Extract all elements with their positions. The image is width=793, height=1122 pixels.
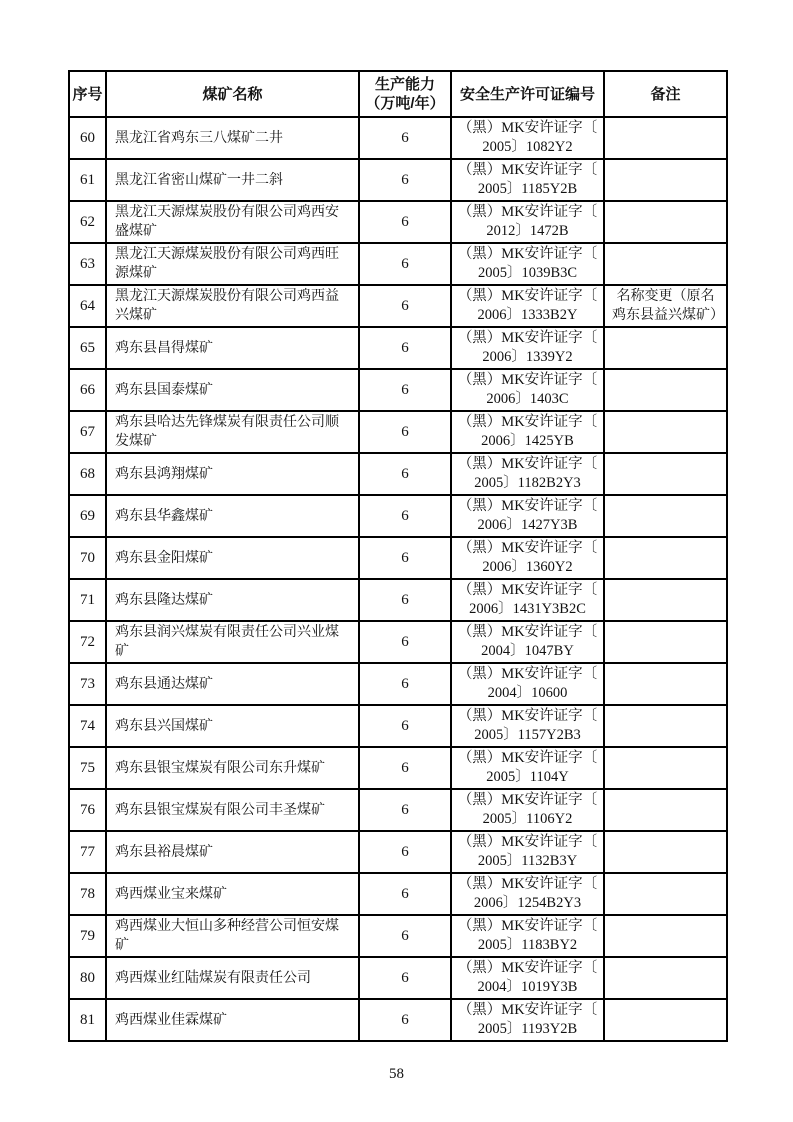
serial-cell: 62 — [69, 201, 106, 243]
license-line2: 2005〕1157Y2B3 — [474, 727, 581, 743]
mine-name-cell: 鸡东县金阳煤矿 — [106, 537, 359, 579]
remark-cell — [604, 201, 727, 243]
mine-name-cell: 鸡东县润兴煤炭有限责任公司兴业煤矿 — [106, 621, 359, 663]
table-row — [69, 873, 727, 915]
license-line1: （黑）MK安许证字〔 — [457, 120, 598, 136]
license-line1: （黑）MK安许证字〔 — [457, 414, 598, 430]
remark-cell — [604, 915, 727, 957]
mine-name-cell: 黑龙江天源煤炭股份有限公司鸡西安盛煤矿 — [106, 201, 359, 243]
license-line1: （黑）MK安许证字〔 — [457, 792, 598, 808]
mine-name-cell: 鸡东县华鑫煤矿 — [106, 495, 359, 537]
license-line1: （黑）MK安许证字〔 — [457, 708, 598, 724]
remark-cell — [604, 957, 727, 999]
license-cell — [451, 747, 604, 789]
capacity-cell: 6 — [359, 537, 451, 579]
table-row — [69, 915, 727, 957]
serial-cell: 60 — [69, 117, 106, 159]
remark-cell — [604, 159, 727, 201]
remark-cell — [604, 537, 727, 579]
serial-cell: 67 — [69, 411, 106, 453]
license-line2: 2005〕1193Y2B — [477, 1021, 578, 1037]
capacity-cell: 6 — [359, 285, 451, 327]
table-row — [69, 747, 727, 789]
license-cell — [451, 873, 604, 915]
serial-cell: 73 — [69, 663, 106, 705]
remark-cell: 名称变更（原名鸡东县益兴煤矿） — [604, 285, 727, 327]
remark-cell — [604, 873, 727, 915]
license-line2: 2006〕1427Y3B — [477, 517, 578, 533]
serial-cell: 74 — [69, 705, 106, 747]
remark-cell — [604, 369, 727, 411]
serial-cell: 64 — [69, 285, 106, 327]
capacity-cell: 6 — [359, 117, 451, 159]
license-line2: 2006〕1360Y2 — [482, 559, 573, 575]
capacity-cell: 6 — [359, 327, 451, 369]
capacity-cell: 6 — [359, 957, 451, 999]
license-line1: （黑）MK安许证字〔 — [457, 1002, 598, 1018]
capacity-header-line2: （万吨/年） — [365, 95, 445, 112]
serial-cell: 70 — [69, 537, 106, 579]
remark-cell — [604, 453, 727, 495]
table-row — [69, 117, 727, 159]
license-line2: 2005〕1132B3Y — [477, 853, 578, 869]
license-line2: 2005〕1185Y2B — [477, 181, 578, 197]
mine-name-cell: 鸡东县通达煤矿 — [106, 663, 359, 705]
column-header-mine-name: 煤矿名称 — [106, 71, 359, 117]
table-row — [69, 579, 727, 621]
license-line1: （黑）MK安许证字〔 — [457, 372, 598, 388]
table-row — [69, 411, 727, 453]
license-line2: 2004〕1019Y3B — [477, 979, 578, 995]
license-line2: 2006〕1431Y3B2C — [469, 601, 586, 617]
capacity-header-line1: 生产能力 — [374, 76, 435, 93]
remark-cell — [604, 243, 727, 285]
serial-cell: 63 — [69, 243, 106, 285]
capacity-cell: 6 — [359, 579, 451, 621]
remark-cell — [604, 999, 727, 1041]
serial-cell: 75 — [69, 747, 106, 789]
capacity-cell: 6 — [359, 915, 451, 957]
capacity-cell: 6 — [359, 705, 451, 747]
license-cell — [451, 201, 604, 243]
coal-mine-table — [68, 70, 728, 1042]
license-cell — [451, 159, 604, 201]
license-cell — [451, 621, 604, 663]
remark-cell — [604, 621, 727, 663]
remark-cell — [604, 117, 727, 159]
license-line1: （黑）MK安许证字〔 — [457, 582, 598, 598]
license-cell — [451, 495, 604, 537]
remark-cell — [604, 495, 727, 537]
mine-name-cell: 鸡东县兴国煤矿 — [106, 705, 359, 747]
remark-cell — [604, 747, 727, 789]
capacity-cell: 6 — [359, 621, 451, 663]
serial-cell: 81 — [69, 999, 106, 1041]
capacity-cell: 6 — [359, 159, 451, 201]
license-cell — [451, 243, 604, 285]
license-line2: 2004〕10600 — [487, 685, 568, 701]
license-line1: （黑）MK安许证字〔 — [457, 540, 598, 556]
license-line2: 2012〕1472B — [486, 223, 569, 239]
page-number: 58 — [389, 1066, 404, 1082]
capacity-cell: 6 — [359, 201, 451, 243]
mine-name-cell: 鸡东县银宝煤炭有限公司丰圣煤矿 — [106, 789, 359, 831]
capacity-cell: 6 — [359, 789, 451, 831]
license-cell — [451, 327, 604, 369]
license-line2: 2006〕1425YB — [481, 433, 574, 449]
license-line2: 2006〕1339Y2 — [482, 349, 573, 365]
serial-cell: 80 — [69, 957, 106, 999]
mine-name-cell: 鸡东县裕晨煤矿 — [106, 831, 359, 873]
license-line1: （黑）MK安许证字〔 — [457, 246, 598, 262]
mine-name-cell: 鸡西煤业宝来煤矿 — [106, 873, 359, 915]
license-line2: 2006〕1254B2Y3 — [473, 895, 582, 911]
table-row — [69, 537, 727, 579]
mine-name-cell: 鸡西煤业大恒山多种经营公司恒安煤矿 — [106, 915, 359, 957]
table-row — [69, 285, 727, 327]
license-line2: 2005〕1039B3C — [477, 265, 578, 281]
capacity-cell: 6 — [359, 495, 451, 537]
license-cell — [451, 411, 604, 453]
serial-cell: 65 — [69, 327, 106, 369]
license-cell — [451, 285, 604, 327]
mine-name-cell: 黑龙江省鸡东三八煤矿二井 — [106, 117, 359, 159]
table-body — [69, 117, 727, 1041]
remark-cell — [604, 579, 727, 621]
license-line1: （黑）MK安许证字〔 — [457, 750, 598, 766]
remark-cell — [604, 789, 727, 831]
license-line2: 2005〕1183BY2 — [477, 937, 578, 953]
column-header-capacity — [359, 71, 451, 117]
mine-name-cell: 黑龙江省密山煤矿一井二斜 — [106, 159, 359, 201]
license-line2: 2005〕1182B2Y3 — [474, 475, 581, 491]
serial-cell: 77 — [69, 831, 106, 873]
mine-name-cell: 鸡东县隆达煤矿 — [106, 579, 359, 621]
serial-cell: 78 — [69, 873, 106, 915]
table-row — [69, 243, 727, 285]
table-row — [69, 201, 727, 243]
license-line1: （黑）MK安许证字〔 — [457, 498, 598, 514]
license-line2: 2005〕1104Y — [486, 769, 569, 785]
serial-cell: 69 — [69, 495, 106, 537]
license-cell — [451, 999, 604, 1041]
license-cell — [451, 957, 604, 999]
license-cell — [451, 663, 604, 705]
license-line1: （黑）MK安许证字〔 — [457, 288, 598, 304]
table-row — [69, 705, 727, 747]
capacity-cell: 6 — [359, 873, 451, 915]
license-line1: （黑）MK安许证字〔 — [457, 960, 598, 976]
license-cell — [451, 537, 604, 579]
table-row — [69, 957, 727, 999]
license-line2: 2006〕1403C — [486, 391, 569, 407]
license-line1: （黑）MK安许证字〔 — [457, 330, 598, 346]
license-line2: 2006〕1333B2Y — [477, 307, 578, 323]
capacity-cell: 6 — [359, 663, 451, 705]
license-line1: （黑）MK安许证字〔 — [457, 456, 598, 472]
serial-cell: 66 — [69, 369, 106, 411]
table-row — [69, 999, 727, 1041]
license-cell — [451, 831, 604, 873]
mine-name-cell: 鸡东县银宝煤炭有限公司东升煤矿 — [106, 747, 359, 789]
table-row — [69, 789, 727, 831]
mine-name-cell: 鸡西煤业佳霖煤矿 — [106, 999, 359, 1041]
license-line1: （黑）MK安许证字〔 — [457, 876, 598, 892]
license-cell — [451, 117, 604, 159]
license-cell — [451, 789, 604, 831]
table-header — [69, 71, 727, 117]
serial-cell: 76 — [69, 789, 106, 831]
serial-cell: 72 — [69, 621, 106, 663]
capacity-cell: 6 — [359, 831, 451, 873]
license-line2: 2005〕1106Y2 — [482, 811, 573, 827]
remark-cell — [604, 705, 727, 747]
mine-name-cell: 黑龙江天源煤炭股份有限公司鸡西益兴煤矿 — [106, 285, 359, 327]
column-header-remark: 备注 — [604, 71, 727, 117]
license-line2: 2005〕1082Y2 — [482, 139, 573, 155]
mine-name-cell: 鸡东县鸿翔煤矿 — [106, 453, 359, 495]
table-row — [69, 159, 727, 201]
license-line1: （黑）MK安许证字〔 — [457, 624, 598, 640]
mine-name-cell: 鸡东县哈达先锋煤炭有限责任公司顺发煤矿 — [106, 411, 359, 453]
mine-name-cell: 鸡东县昌得煤矿 — [106, 327, 359, 369]
capacity-cell: 6 — [359, 243, 451, 285]
license-cell — [451, 453, 604, 495]
table-row — [69, 831, 727, 873]
serial-cell: 61 — [69, 159, 106, 201]
header-row — [69, 71, 727, 117]
license-line1: （黑）MK安许证字〔 — [457, 162, 598, 178]
serial-cell: 79 — [69, 915, 106, 957]
serial-cell: 71 — [69, 579, 106, 621]
license-cell — [451, 915, 604, 957]
table-row — [69, 663, 727, 705]
table-row — [69, 327, 727, 369]
capacity-cell: 6 — [359, 411, 451, 453]
license-line1: （黑）MK安许证字〔 — [457, 666, 598, 682]
mine-name-cell: 黑龙江天源煤炭股份有限公司鸡西旺源煤矿 — [106, 243, 359, 285]
remark-cell — [604, 327, 727, 369]
capacity-cell: 6 — [359, 999, 451, 1041]
capacity-cell: 6 — [359, 369, 451, 411]
license-line1: （黑）MK安许证字〔 — [457, 834, 598, 850]
capacity-cell: 6 — [359, 747, 451, 789]
table-row — [69, 369, 727, 411]
license-cell — [451, 579, 604, 621]
mine-name-cell: 鸡西煤业红陆煤炭有限责任公司 — [106, 957, 359, 999]
serial-cell: 68 — [69, 453, 106, 495]
license-line1: （黑）MK安许证字〔 — [457, 204, 598, 220]
license-line2: 2004〕1047BY — [481, 643, 574, 659]
table-row — [69, 453, 727, 495]
license-cell — [451, 369, 604, 411]
remark-cell — [604, 663, 727, 705]
remark-cell — [604, 831, 727, 873]
capacity-cell: 6 — [359, 453, 451, 495]
table-row — [69, 495, 727, 537]
column-header-license: 安全生产许可证编号 — [451, 71, 604, 117]
mine-name-cell: 鸡东县国泰煤矿 — [106, 369, 359, 411]
column-header-serial: 序号 — [69, 71, 106, 117]
remark-cell — [604, 411, 727, 453]
table-row — [69, 621, 727, 663]
license-cell — [451, 705, 604, 747]
license-line1: （黑）MK安许证字〔 — [457, 918, 598, 934]
